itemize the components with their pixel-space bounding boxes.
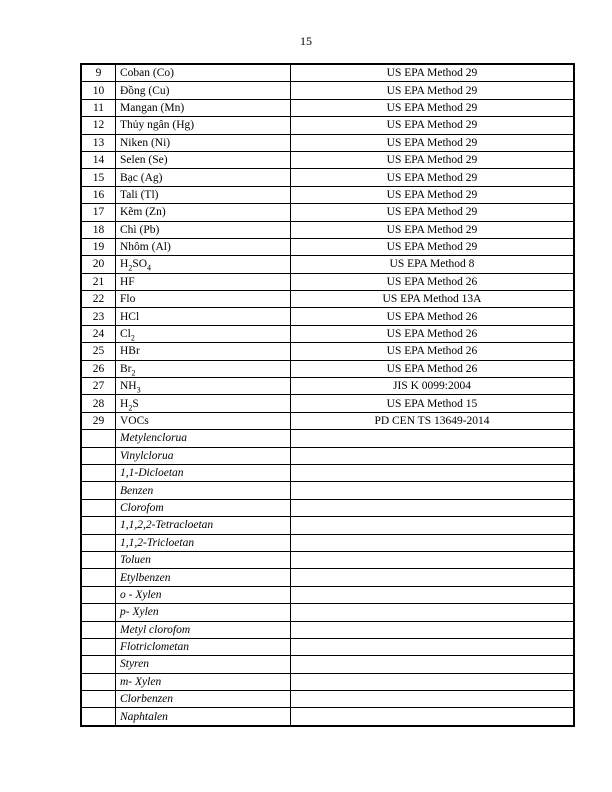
method-cell: JIS K 0099:2004	[291, 378, 575, 395]
row-number-cell: 29	[81, 412, 116, 429]
table-row	[81, 82, 574, 99]
table-row	[81, 169, 574, 186]
voc-compound-cell: Styren	[116, 656, 291, 673]
voc-compound-cell: p- Xylen	[116, 604, 291, 621]
voc-compound-cell: 1,1,2-Tricloetan	[116, 534, 291, 551]
method-cell	[291, 569, 575, 586]
voc-row	[81, 499, 574, 516]
row-number-cell	[81, 447, 116, 464]
method-cell	[291, 482, 575, 499]
table-body	[81, 64, 574, 726]
method-cell	[291, 604, 575, 621]
parameter-name-cell: VOCs	[116, 412, 291, 429]
formula-part: H	[120, 258, 129, 271]
method-cell: US EPA Method 29	[291, 99, 575, 116]
method-cell	[291, 447, 575, 464]
row-number-cell	[81, 673, 116, 690]
voc-compound-cell: Benzen	[116, 482, 291, 499]
parameter-name-cell: HCl	[116, 308, 291, 325]
row-number-cell: 26	[81, 360, 116, 377]
formula-part: SO	[132, 258, 148, 271]
method-cell	[291, 534, 575, 551]
row-number-cell	[81, 638, 116, 655]
method-cell: US EPA Method 29	[291, 82, 575, 99]
voc-compound-cell: Naphtalen	[116, 708, 291, 726]
row-number-cell: 11	[81, 99, 116, 116]
table-row	[81, 117, 574, 134]
row-number-cell	[81, 499, 116, 516]
row-number-cell: 13	[81, 134, 116, 151]
voc-compound-cell: 1,1,2,2-Tetracloetan	[116, 517, 291, 534]
method-cell: US EPA Method 8	[291, 256, 575, 273]
parameter-name-cell: HBr	[116, 343, 291, 360]
parameter-name-cell: Niken (Ni)	[116, 134, 291, 151]
row-number-cell	[81, 482, 116, 499]
parameter-name-cell	[116, 325, 291, 342]
row-number-cell: 16	[81, 186, 116, 203]
voc-compound-cell: o - Xylen	[116, 586, 291, 603]
method-cell: US EPA Method 26	[291, 325, 575, 342]
row-number-cell	[81, 464, 116, 481]
voc-compound-cell: 1,1-Dicloetan	[116, 464, 291, 481]
method-cell: US EPA Method 29	[291, 204, 575, 221]
method-cell	[291, 517, 575, 534]
voc-compound-cell: Etylbenzen	[116, 569, 291, 586]
row-number-cell: 9	[81, 64, 116, 82]
formula-part: Br	[120, 362, 132, 375]
table-row	[81, 308, 574, 325]
row-number-cell	[81, 551, 116, 568]
row-number-cell	[81, 534, 116, 551]
row-number-cell	[81, 517, 116, 534]
method-cell: US EPA Method 26	[291, 273, 575, 290]
row-number-cell: 27	[81, 378, 116, 395]
method-cell: US EPA Method 15	[291, 395, 575, 412]
parameter-name-cell	[116, 360, 291, 377]
voc-row	[81, 482, 574, 499]
voc-compound-cell: Clorbenzen	[116, 691, 291, 708]
voc-row	[81, 673, 574, 690]
parameter-name-cell: Thủy ngân (Hg)	[116, 117, 291, 134]
parameter-name-cell: HF	[116, 273, 291, 290]
voc-row	[81, 430, 574, 447]
table-row	[81, 360, 574, 377]
parameter-name-cell: Kẽm (Zn)	[116, 204, 291, 221]
method-cell: US EPA Method 29	[291, 117, 575, 134]
row-number-cell: 17	[81, 204, 116, 221]
method-cell: US EPA Method 29	[291, 238, 575, 255]
table-row	[81, 238, 574, 255]
method-cell: US EPA Method 29	[291, 169, 575, 186]
row-number-cell: 14	[81, 151, 116, 168]
row-number-cell: 21	[81, 273, 116, 290]
parameter-name-cell: Bạc (Ag)	[116, 169, 291, 186]
row-number-cell	[81, 621, 116, 638]
table-row	[81, 204, 574, 221]
table-row	[81, 395, 574, 412]
row-number-cell: 19	[81, 238, 116, 255]
row-number-cell: 23	[81, 308, 116, 325]
formula-subscript: 2	[130, 333, 135, 343]
table-row	[81, 186, 574, 203]
method-cell	[291, 708, 575, 726]
analysis-methods-table	[80, 63, 575, 727]
voc-compound-cell: Flotriclometan	[116, 638, 291, 655]
voc-compound-cell: Metyl clorofom	[116, 621, 291, 638]
method-cell	[291, 656, 575, 673]
method-cell	[291, 673, 575, 690]
formula-part: Cl	[120, 328, 131, 341]
parameter-name-cell: Đồng (Cu)	[116, 82, 291, 99]
voc-row	[81, 464, 574, 481]
method-cell: US EPA Method 29	[291, 134, 575, 151]
method-cell: US EPA Method 29	[291, 151, 575, 168]
table-row	[81, 134, 574, 151]
voc-row	[81, 569, 574, 586]
table-row	[81, 273, 574, 290]
voc-row	[81, 551, 574, 568]
method-cell	[291, 586, 575, 603]
row-number-cell: 24	[81, 325, 116, 342]
formula-part: NH	[120, 380, 137, 393]
method-cell	[291, 691, 575, 708]
row-number-cell: 25	[81, 343, 116, 360]
row-number-cell	[81, 708, 116, 726]
row-number-cell: 22	[81, 291, 116, 308]
voc-row	[81, 447, 574, 464]
parameter-name-cell: Mangan (Mn)	[116, 99, 291, 116]
table-row	[81, 343, 574, 360]
formula-subscript: 2	[131, 368, 136, 378]
parameter-name-cell: Selen (Se)	[116, 151, 291, 168]
formula-subscript: 3	[136, 385, 141, 395]
method-cell: US EPA Method 29	[291, 186, 575, 203]
table-row	[81, 221, 574, 238]
parameter-name-cell	[116, 256, 291, 273]
table-row	[81, 291, 574, 308]
method-cell: US EPA Method 13A	[291, 291, 575, 308]
method-cell: US EPA Method 29	[291, 64, 575, 82]
row-number-cell: 10	[81, 82, 116, 99]
voc-row	[81, 708, 574, 726]
row-number-cell	[81, 656, 116, 673]
method-cell: PD CEN TS 13649-2014	[291, 412, 575, 429]
voc-row	[81, 621, 574, 638]
voc-compound-cell: Metylenclorua	[116, 430, 291, 447]
parameter-name-cell: Coban (Co)	[116, 64, 291, 82]
row-number-cell: 28	[81, 395, 116, 412]
voc-row	[81, 656, 574, 673]
method-cell	[291, 551, 575, 568]
voc-row	[81, 517, 574, 534]
voc-row	[81, 586, 574, 603]
parameter-name-cell: Chì (Pb)	[116, 221, 291, 238]
row-number-cell: 15	[81, 169, 116, 186]
method-cell: US EPA Method 26	[291, 308, 575, 325]
table-row	[81, 378, 574, 395]
table-row	[81, 99, 574, 116]
method-cell	[291, 464, 575, 481]
parameter-name-cell: Nhôm (Al)	[116, 238, 291, 255]
voc-row	[81, 691, 574, 708]
method-cell	[291, 638, 575, 655]
voc-compound-cell: Clorofom	[116, 499, 291, 516]
row-number-cell: 12	[81, 117, 116, 134]
method-cell	[291, 621, 575, 638]
page-number: 15	[300, 34, 312, 48]
row-number-cell	[81, 604, 116, 621]
row-number-cell	[81, 691, 116, 708]
voc-compound-cell: Vinylclorua	[116, 447, 291, 464]
parameter-name-cell: Tali (Tl)	[116, 186, 291, 203]
method-cell	[291, 430, 575, 447]
table-row	[81, 256, 574, 273]
parameter-name-cell	[116, 378, 291, 395]
row-number-cell	[81, 586, 116, 603]
row-number-cell: 18	[81, 221, 116, 238]
method-cell: US EPA Method 29	[291, 221, 575, 238]
parameter-name-cell: Flo	[116, 291, 291, 308]
formula-part: S	[132, 397, 139, 410]
formula-subscript: 2	[128, 263, 133, 273]
row-number-cell: 20	[81, 256, 116, 273]
formula-subscript: 2	[128, 402, 133, 412]
voc-row	[81, 638, 574, 655]
row-number-cell	[81, 430, 116, 447]
table-row	[81, 64, 574, 82]
method-cell	[291, 499, 575, 516]
voc-row	[81, 534, 574, 551]
formula-part: H	[120, 397, 129, 410]
method-cell: US EPA Method 26	[291, 343, 575, 360]
table-row	[81, 325, 574, 342]
voc-row	[81, 604, 574, 621]
table-row	[81, 151, 574, 168]
voc-compound-cell: Toluen	[116, 551, 291, 568]
parameter-name-cell	[116, 395, 291, 412]
table-row	[81, 412, 574, 429]
voc-compound-cell: m- Xylen	[116, 673, 291, 690]
method-cell: US EPA Method 26	[291, 360, 575, 377]
row-number-cell	[81, 569, 116, 586]
formula-subscript: 4	[147, 263, 152, 273]
